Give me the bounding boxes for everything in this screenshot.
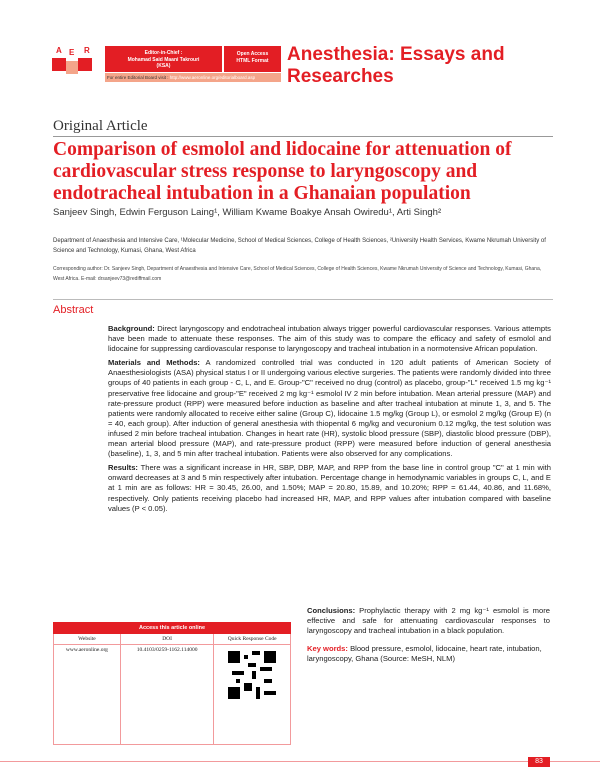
editor-country: (KSA) xyxy=(156,63,171,69)
article-title: Comparison of esmolol and lidocaine for attenuation of cardiovascular stress response to laryngoscopy and endotracheal intubation in a Ghanaian population xyxy=(53,139,512,204)
access-article-table xyxy=(53,622,291,745)
keywords-text: Blood pressure, esmolol, lidocaine, heart rate, intubation, laryngoscopy, Ghana (Source: MeSH, NLM) xyxy=(307,644,542,664)
article-type: Original Article xyxy=(53,118,148,134)
col-header: Quick Response Code xyxy=(214,634,291,645)
section-text: Prophylactic therapy with 2 mg kg⁻¹ esmolol is more effective and safe for attenuating cardiovascular responses to laryngoscopy and tracheal intubation in a black population. xyxy=(307,606,550,636)
col-header: Website xyxy=(54,634,121,645)
board-link[interactable]: http://www.aeronline.org/editorialboard.asp xyxy=(169,75,256,80)
affiliations: Department of Anaesthesia and Intensive Care, ¹Molecular Medicine, School of Medical Sciences, College of Health Sciences, ²University Health Services, Kwame Nkrumah University of Science and Technology, Kumasi, Ghana, West Africa xyxy=(53,238,546,254)
logo-letter: R xyxy=(84,46,90,55)
journal-title-line: Researches xyxy=(287,66,394,87)
section-label: Conclusions: xyxy=(307,606,356,615)
divider xyxy=(53,136,553,137)
section-text: There was a significant increase in HR, SBP, DBP, MAP, and RPP from the base line in control group "C" at 1 min with onward decreases at 3 and 5 min respectively after intubation. Percentage change in hemodynamic variables in groups C, L, and E at 1 min are as follows: HR = 30.45, 26.00, and 1.50%; MAP = 20.80, 15.89, and 10.20%; RPP = 61.44, 40.86, and 11.68%, respectively. Only patients receiving placebo had increased HR, MAP, and RPP values after intubation compared with baseline values (P < 0.05). xyxy=(108,463,551,513)
qr-code-cell xyxy=(214,645,291,745)
open-access-box xyxy=(224,46,281,72)
open-access-label: Open Access xyxy=(236,51,269,57)
abstract-body xyxy=(108,324,551,518)
keywords-label: Key words: xyxy=(307,644,348,654)
abstract-background xyxy=(108,324,551,354)
logo-letter: A xyxy=(56,46,62,55)
logo-letter: E xyxy=(69,48,75,57)
qr-code-icon xyxy=(228,651,276,699)
journal-title-line: Anesthesia: Essays and xyxy=(287,44,505,65)
page-number: 83 xyxy=(528,757,550,767)
footer-bar xyxy=(0,761,600,762)
doi-value: 10.4103/0259-1162.114000 xyxy=(120,645,213,745)
section-label: Background: xyxy=(108,324,155,333)
access-table-title: Access this article online xyxy=(54,623,291,634)
editor-label: Editor-in-Chief : xyxy=(144,50,183,56)
corresponding-author: Corresponding author: Dr. Sanjeev Singh, Department of Anaesthesia and Intensive Care, School of Medical Sciences, College of Health Sciences, Kwame Nkrumah University of Science and Technology, Kumasi, Ghana, West Africa. E-mail: drsanjeev73@rediffmail.com xyxy=(53,266,542,282)
journal-logo xyxy=(52,46,94,76)
abstract-results xyxy=(108,463,551,513)
section-label: Results: xyxy=(108,463,138,473)
journal-title xyxy=(287,44,505,88)
section-text: Direct laryngoscopy and endotracheal intubation always trigger powerful cardiovascular responses. Various attempts have been made to attenuate these responses. The aim of this study was to compare the efficacy and safety of esmolol and lidocaine for suppressing cardiovascular response to laryngoscopy and tracheal intubation in a normotensive African population. xyxy=(108,324,551,354)
section-label: Materials and Methods: xyxy=(108,358,200,368)
authors: Sanjeev Singh, Edwin Ferguson Laing¹, William Kwame Boakye Ansah Owiredu¹, Arti Singh² xyxy=(53,207,442,218)
abstract-methods xyxy=(108,358,551,459)
board-label: For entire Editorial Board visit : xyxy=(107,75,169,80)
col-header: DOI xyxy=(120,634,213,645)
abstract-heading: Abstract xyxy=(53,304,94,316)
editor-name: Mohamad Said Maani Takrouri xyxy=(127,56,200,63)
editorial-board-bar xyxy=(105,73,281,82)
website-link[interactable]: www.aeronline.org xyxy=(54,645,121,745)
divider xyxy=(53,299,553,300)
editor-box xyxy=(105,46,222,72)
html-format-label: HTML Format xyxy=(236,57,269,64)
section-text: A randomized controlled trial was conducted in 120 adult patients of American Society of Anaesthesiologists (ASA) physical status I or II undergoing various elective surgeries. The patients were randomly divided into three groups of 40 patients in each group - C, L, and E. Group-"C" received no drug (control) as placebo, group-"L" received 1.5 mg kg⁻¹ preservative free lidocaine and group-"E" received 2 mg kg⁻¹ esmolol IV 2 min before intubation. Mean arterial pressure (MAP) and rate-pressure product (RPP) were measured before induction as baseline and after tracheal intubation at minute 1, 3, and 5. The patients were randomly allocated to receive either saline (Group C), lidocaine 1.5 mg/kg (Group L), or esmolol 2 mg/kg (Group E) (n = 40, each group). After induction of general anesthesia with thiopental 6 mg/kg and vecuronium 0.12 mg/kg, the test solution was infused 2 min before tracheal intubation. Changes in heart rate (HR), systolic blood pressure (SBP), diastolic blood pressure (DBP), mean arterial blood pressure (MAP), and rate-pressure product (RPP) were measured before induction of general anesthesia (baseline), 1, 3, and 5 min after tracheal intubation. Patients were also observed for any complications. xyxy=(108,358,551,459)
abstract-conclusions xyxy=(307,606,550,668)
